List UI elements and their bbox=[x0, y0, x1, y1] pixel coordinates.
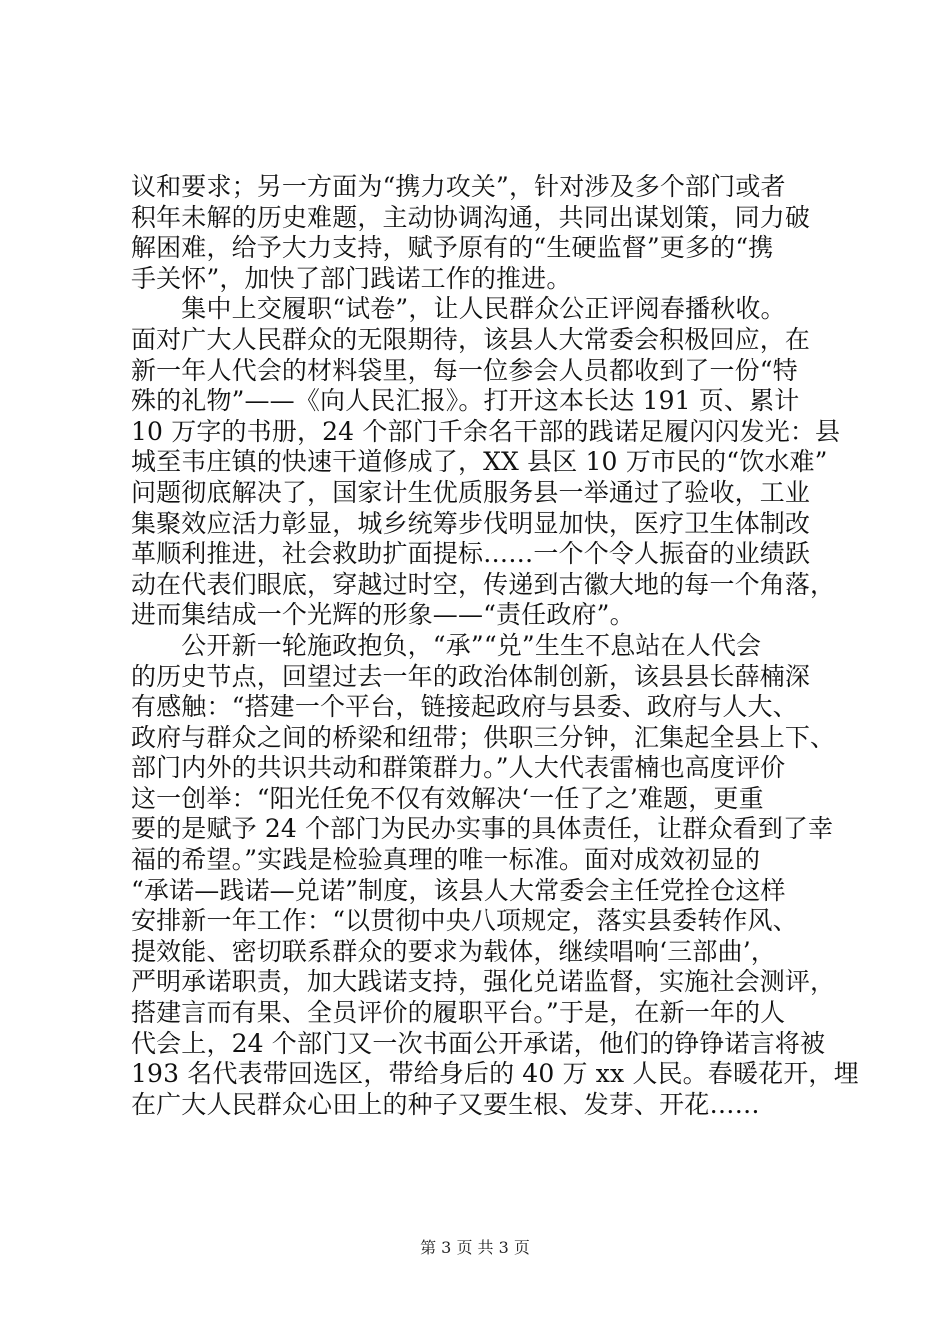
text-line: 问题彻底解决了，国家计生优质服务县一举通过了验收，工业 bbox=[131, 477, 811, 507]
text-line: 这一创举：“阳光任免不仅有效解决‘一任了之’难题，更重 bbox=[131, 783, 764, 813]
text-line: 提效能、密切联系群众的要求为载体，继续唱响‘三部曲’， bbox=[131, 936, 776, 966]
text-line: 动在代表们眼底，穿越过时空，传递到古徽大地的每一个角落， bbox=[131, 569, 836, 599]
text-line: 10 万字的书册，24 个部门千余名干部的践诺足履闪闪发光：县 bbox=[131, 416, 841, 446]
text-line: 政府与群众之间的桥梁和纽带；供职三分钟，汇集起全县上下、 bbox=[131, 722, 836, 752]
text-line: 在广大人民群众心田上的种子又要生根、发芽、开花…… bbox=[131, 1089, 760, 1119]
text-line: 手关怀”，加快了部门践诺工作的推进。 bbox=[131, 263, 572, 293]
text-line: 解困难，给予大力支持，赋予原有的“生硬监督”更多的“携 bbox=[131, 233, 774, 263]
text-line: 严明承诺职责，加大践诺支持，强化兑诺监督，实施社会测评， bbox=[131, 967, 836, 997]
text-line: 城至韦庄镇的快速干道修成了，XX 县区 10 万市民的“饮水难” bbox=[131, 447, 828, 477]
page-footer: 第 3 页 共 3 页 bbox=[420, 1238, 530, 1257]
text-line: 进而集结成一个光辉的形象——“责任政府”。 bbox=[131, 600, 635, 630]
body-text bbox=[131, 172, 859, 1120]
text-line: 的历史节点，回望过去一年的政治体制创新，该县县长薛楠深 bbox=[131, 661, 811, 691]
text-line: 部门内外的共识共动和群策群力。”人大代表雷楠也高度评价 bbox=[131, 753, 786, 783]
text-line: 新一年人代会的材料袋里，每一位参会人员都收到了一份“特 bbox=[131, 355, 798, 385]
text-line: 代会上，24 个部门又一次书面公开承诺，他们的铮铮诺言将被 bbox=[131, 1028, 826, 1058]
text-line: 193 名代表带回选区，带给身后的 40 万 xx 人民。春暖花开，埋 bbox=[131, 1059, 859, 1089]
text-line: 议和要求；另一方面为“携力攻关”，针对涉及多个部门或者 bbox=[131, 172, 786, 201]
text-line: 公开新一轮施政抱负，“承”“兑”生生不息站在人代会 bbox=[131, 630, 762, 660]
text-line: “承诺—践诺—兑诺”制度，该县人大常委会主任党拴仓这样 bbox=[131, 875, 786, 905]
text-line: 有感触：“搭建一个平台，链接起政府与县委、政府与人大、 bbox=[131, 692, 798, 722]
text-line: 福的希望。”实践是检验真理的唯一标准。面对成效初显的 bbox=[131, 845, 761, 875]
text-line: 集中上交履职“试卷”，让人民群众公正评阅春播秋收。 bbox=[131, 294, 786, 324]
text-line: 积年未解的历史难题，主动协调沟通，共同出谋划策，同力破 bbox=[131, 202, 811, 232]
text-line: 集聚效应活力彰显，城乡统筹步伐明显加快，医疗卫生体制改 bbox=[131, 508, 811, 538]
text-line: 殊的礼物”——《向人民汇报》。打开这本长达 191 页、累计 bbox=[131, 386, 800, 416]
text-line: 面对广大人民群众的无限期待，该县人大常委会积极回应，在 bbox=[131, 324, 811, 354]
text-line: 要的是赋予 24 个部门为民办实事的具体责任，让群众看到了幸 bbox=[131, 814, 834, 844]
text-line: 革顺利推进，社会救助扩面提标……一个个令人振奋的业绩跃 bbox=[131, 539, 811, 569]
text-line: 安排新一年工作：“以贯彻中央八项规定，落实县委转作风、 bbox=[131, 906, 798, 936]
text-line: 搭建言而有果、全员评价的履职平台。”于是，在新一年的人 bbox=[131, 998, 786, 1028]
